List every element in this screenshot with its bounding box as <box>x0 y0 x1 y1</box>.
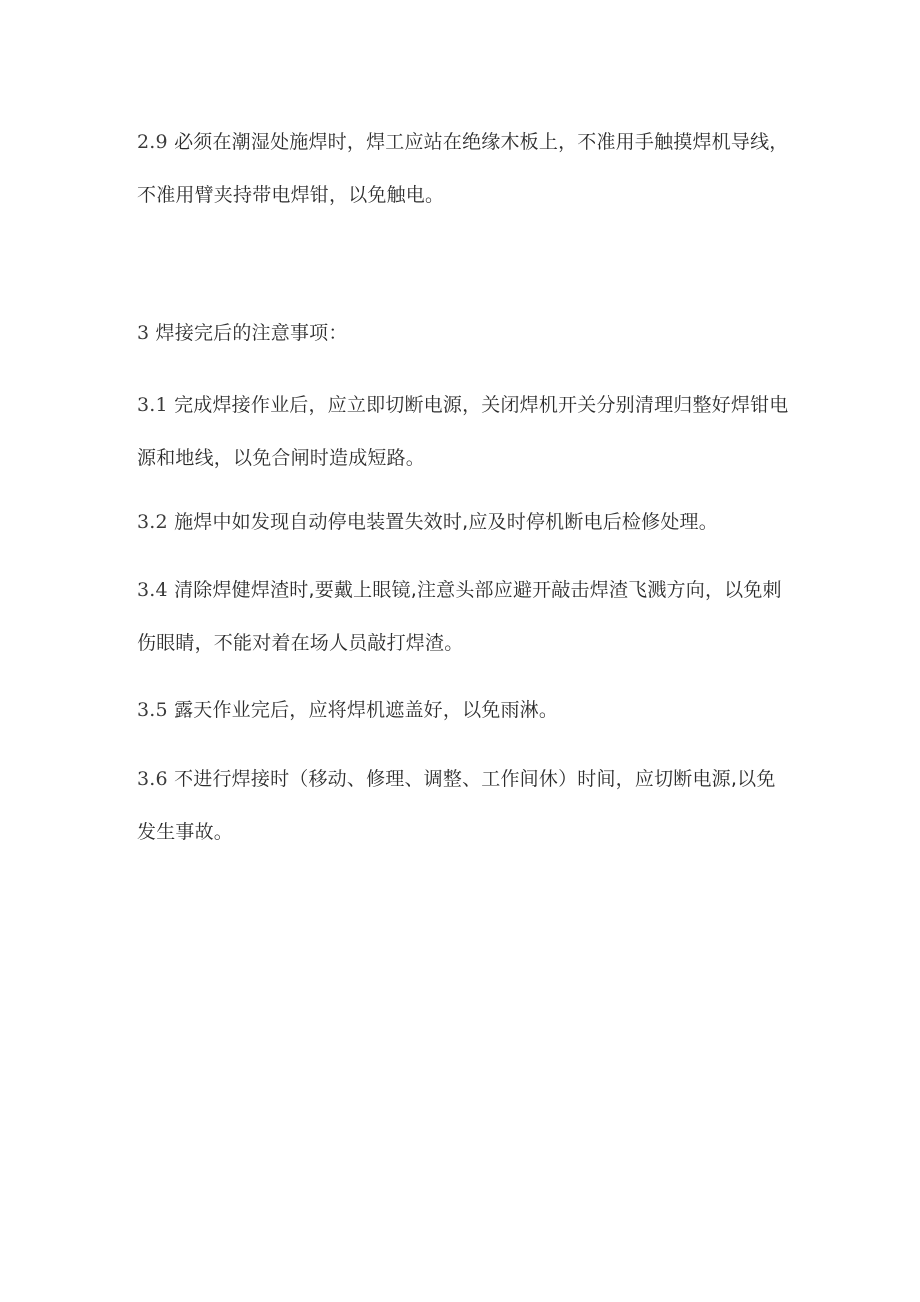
paragraph-text: 必须在潮湿处施焊时，焊工应站在绝缘木板上，不准用手触摸焊机导线，不准用臂夹持带电焊钳，以免触电。 <box>137 131 789 206</box>
paragraph-3-5 <box>137 684 792 737</box>
paragraph-number: 3.4 <box>137 579 168 601</box>
paragraph-3-4 <box>137 564 792 670</box>
section-heading-text: 焊接完后的注意事项： <box>155 322 348 344</box>
paragraph-text: 不进行焊接时（移动、修理、调整、工作间休）时间，应切断电源,以免发生事故。 <box>137 768 776 843</box>
paragraph-number: 2.9 <box>137 131 168 153</box>
paragraph-text: 施焊中如发现自动停电装置失效时,应及时停机断电后检修处理。 <box>174 511 718 533</box>
paragraph-number: 3.6 <box>137 768 168 790</box>
section-heading-3 <box>137 307 792 360</box>
paragraph-text: 露天作业完后，应将焊机遮盖好，以免雨淋。 <box>174 699 559 721</box>
paragraph-text: 完成焊接作业后，应立即切断电源，关闭焊机开关分别清理归整好焊钳电源和地线，以免合闸时造成短路。 <box>137 394 789 469</box>
paragraph-3-6 <box>137 753 792 859</box>
paragraph-3-2 <box>137 496 792 549</box>
paragraph-text: 清除焊健焊渣时,要戴上眼镜,注意头部应避开敲击焊渣飞溅方向，以免刺伤眼睛，不能对着在场人员敲打焊渣。 <box>137 579 782 654</box>
section-number: 3 <box>137 322 150 344</box>
paragraph-3-1 <box>137 379 792 485</box>
paragraph-2-9 <box>137 116 792 222</box>
paragraph-number: 3.2 <box>137 511 168 533</box>
paragraph-number: 3.1 <box>137 394 168 416</box>
paragraph-number: 3.5 <box>137 699 168 721</box>
